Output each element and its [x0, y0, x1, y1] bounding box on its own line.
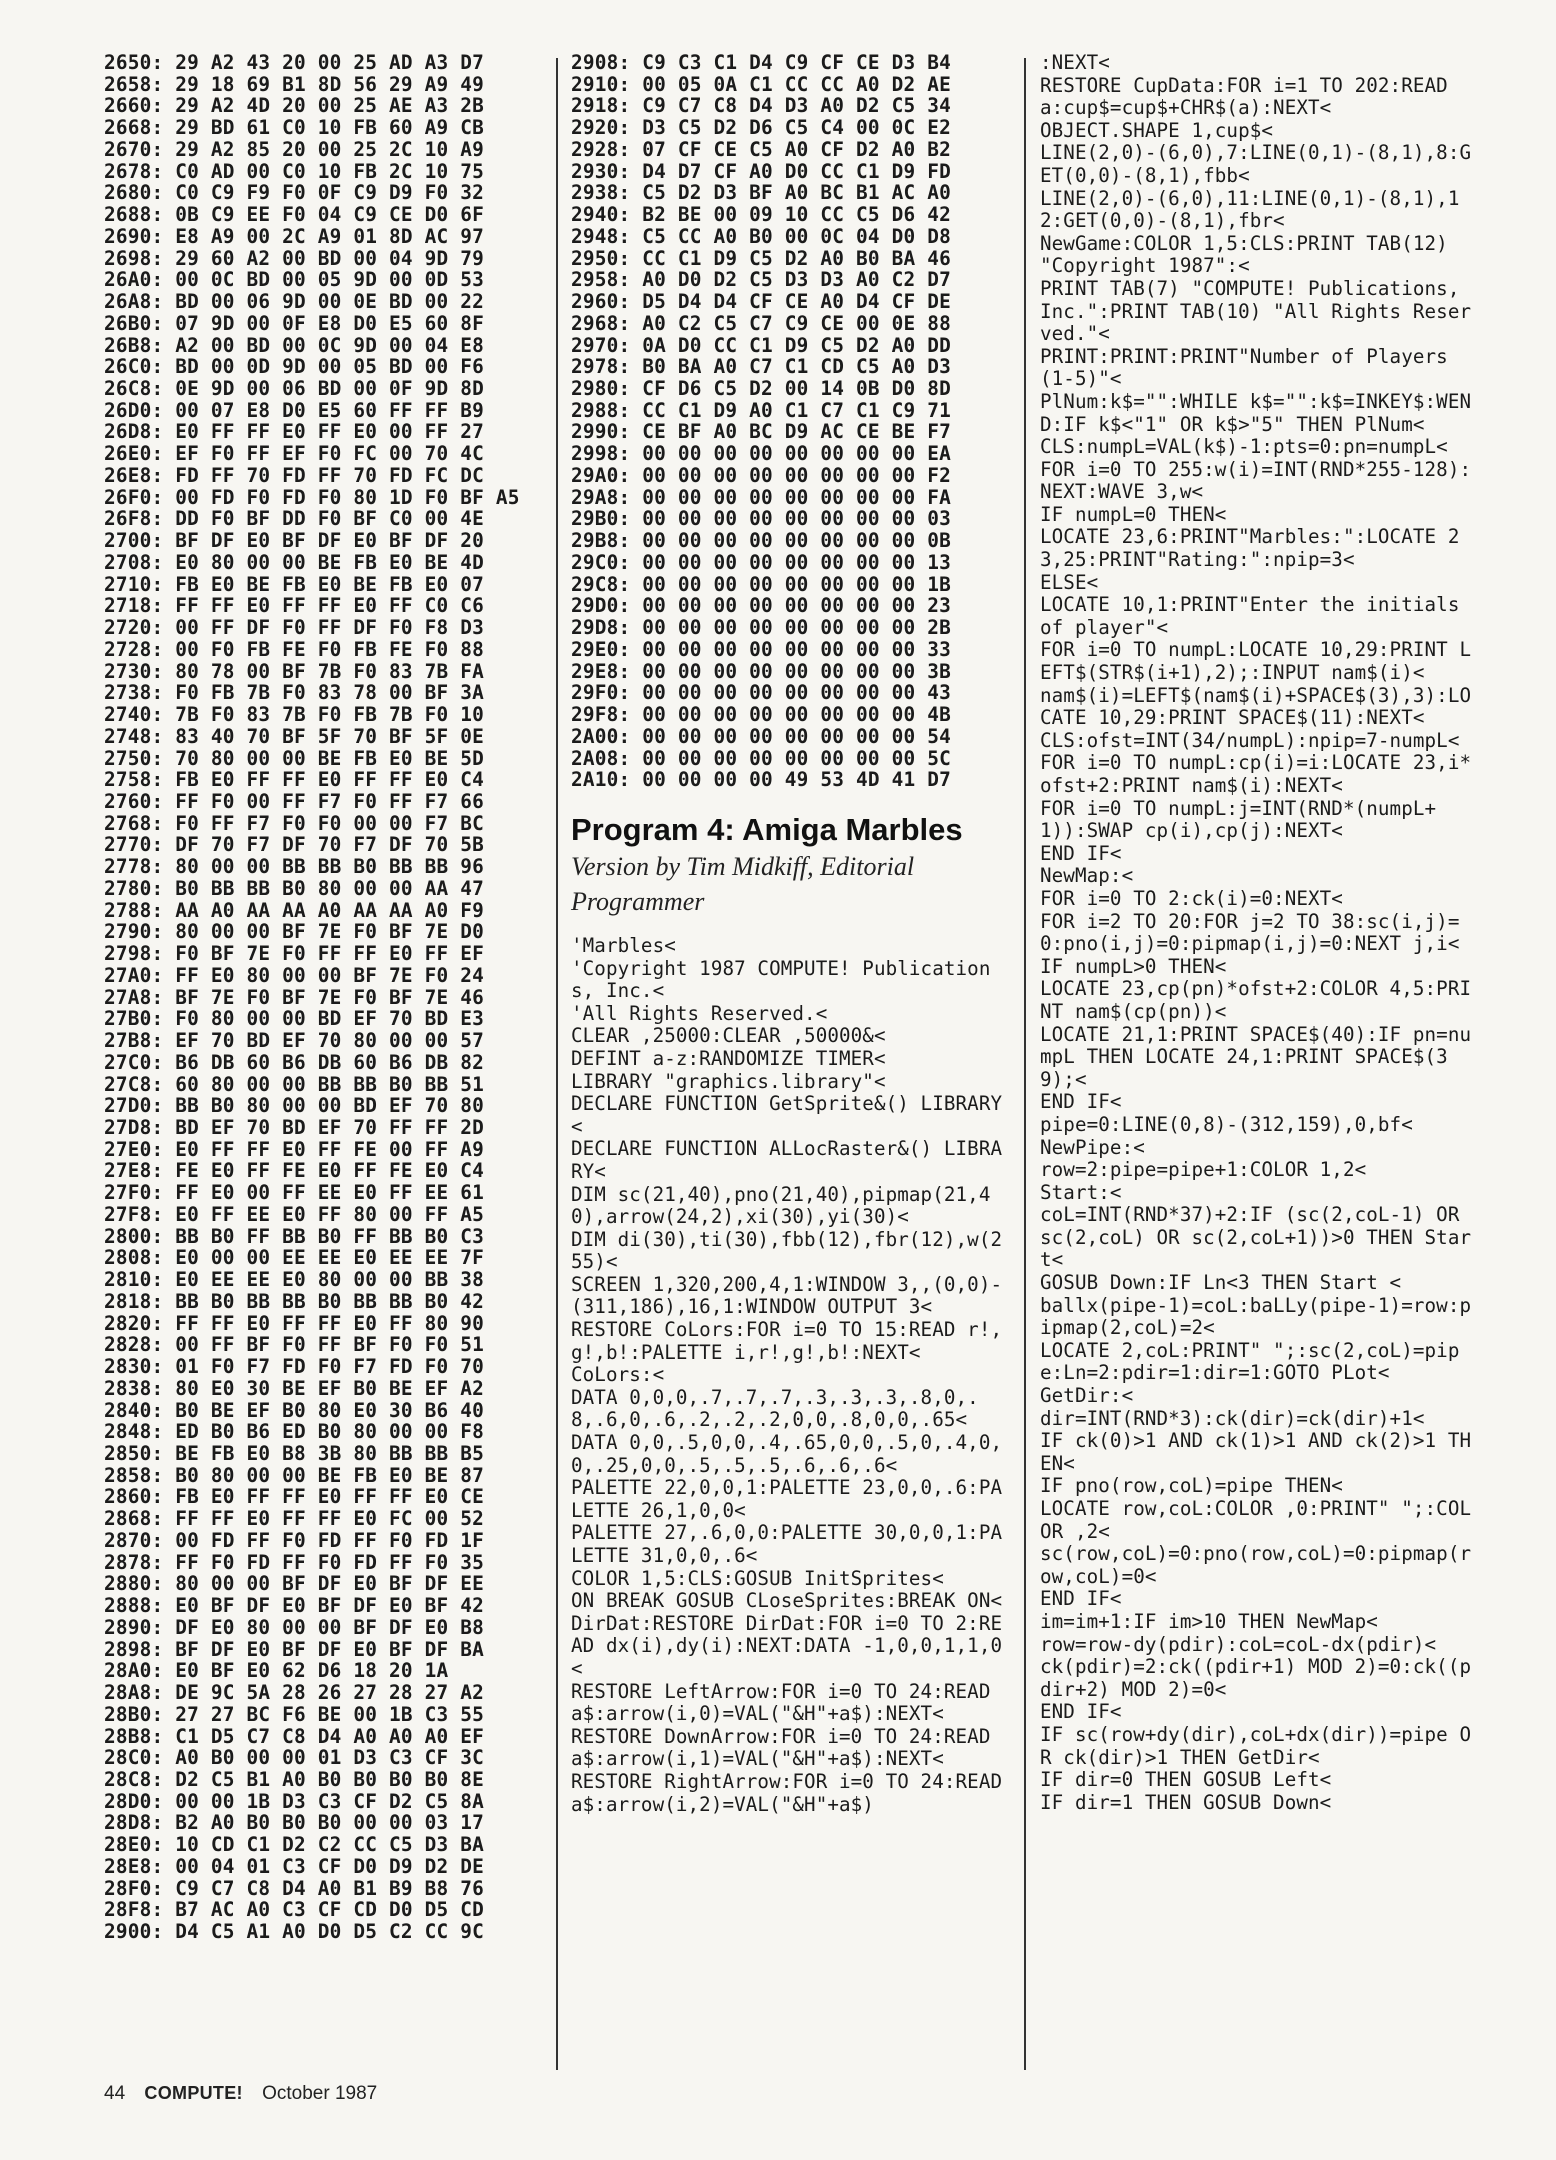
hex-line: 27C8: 60 80 00 00 BB BB B0 BB 51: [104, 1072, 484, 1096]
code-line: :NEXT<: [1040, 51, 1110, 74]
code-line: sc(row,coL)=0:pno(row,coL)=0:pipmap(row,coL)=0<: [1040, 1542, 1472, 1588]
hex-line: 29E0: 00 00 00 00 00 00 00 00 33: [571, 637, 951, 661]
hex-line: 2828: 00 FF BF F0 FF BF F0 F0 51: [104, 1333, 484, 1357]
hex-line: 27A8: BF 7E F0 BF 7E F0 BF 7E 46: [104, 985, 484, 1009]
hex-line: 2698: 29 60 A2 00 BD 00 04 9D 79: [104, 246, 484, 270]
code-line: PRINT TAB(7) "COMPUTE! Publications, Inc.":PRINT TAB(10) "All Rights Reserved."<: [1040, 276, 1472, 346]
hex-listing-1: [104, 52, 542, 1943]
code-line: LINE(2,0)-(6,0),7:LINE(0,1)-(8,1),8:GET(0,0)-(8,1),fbb<: [1040, 141, 1472, 187]
code-line: END IF<: [1040, 1700, 1122, 1724]
code-line: CoLors:<: [571, 1363, 665, 1387]
code-line: FOR i=0 TO 255:w(i)=INT(RND*255-128):NEXT:WAVE 3,w<: [1040, 457, 1472, 504]
hex-line: 2888: E0 BF DF E0 BF DF E0 BF 42: [104, 1594, 484, 1618]
code-line: DirDat:RESTORE DirDat:FOR i=0 TO 2:READ dx(i),dy(i):NEXT:DATA -1,0,0,1,1,0<: [571, 1611, 1003, 1680]
hex-line: 2988: CC C1 D9 A0 C1 C7 C1 C9 71: [571, 398, 951, 422]
hex-line: 28D8: B2 A0 B0 B0 B0 00 00 03 17: [104, 1811, 484, 1835]
hex-line: 27C0: B6 DB 60 B6 DB 60 B6 DB 82: [104, 1050, 484, 1074]
hex-line: 26F0: 00 FD F0 FD F0 80 1D F0 BF A5: [104, 485, 520, 509]
column-divider-right: [1024, 58, 1026, 2070]
hex-line: 29E8: 00 00 00 00 00 00 00 00 3B: [571, 659, 951, 683]
code-line: LOCATE 10,1:PRINT"Enter the initials of player"<: [1040, 593, 1472, 639]
code-line: nam$(i)=LEFT$(nam$(i)+SPACE$(3),3):LOCATE 10,29:PRINT SPACE$(11):NEXT<: [1040, 683, 1472, 730]
hex-line: 2948: C5 CC A0 B0 00 0C 04 D0 D8: [571, 224, 951, 248]
code-line: IF sc(row+dy(dir),coL+dx(dir))=pipe OR ck(dir)>1 THEN GetDir<: [1040, 1722, 1472, 1769]
hex-line: 2710: FB E0 BE FB E0 BE FB E0 07: [104, 572, 484, 596]
code-line: END IF<: [1040, 1090, 1122, 1114]
code-line: IF numpL=0 THEN<: [1040, 502, 1227, 526]
hex-line: 26A0: 00 0C BD 00 05 9D 00 0D 53: [104, 268, 484, 292]
program-byline: Version by Tim Midkiff, Editorial Programmer: [571, 851, 915, 916]
hex-line: 2858: B0 80 00 00 BE FB E0 BE 87: [104, 1463, 484, 1487]
code-line: 'All Rights Reserved.<: [571, 1001, 828, 1025]
hex-line: 28B8: C1 D5 C7 C8 D4 A0 A0 A0 EF: [104, 1724, 484, 1748]
code-line: NewPipe:<: [1040, 1135, 1145, 1159]
code-line: IF numpL>0 THEN<: [1040, 954, 1227, 978]
code-line: ON BREAK GOSUB CLoseSprites:BREAK ON<: [571, 1589, 1003, 1613]
code-line: IF pno(row,coL)=pipe THEN<: [1040, 1474, 1343, 1498]
code-line: END IF<: [1040, 841, 1122, 865]
hex-line: 2920: D3 C5 D2 D6 C5 C4 00 0C E2: [571, 116, 951, 140]
code-line: CLS:ofst=INT(34/numpL):npip=7-numpL<: [1040, 728, 1460, 752]
hex-line: 29D0: 00 00 00 00 00 00 00 00 23: [571, 594, 951, 618]
hex-line: 2960: D5 D4 D4 CF CE A0 D4 CF DE: [571, 290, 951, 314]
code-line: row=2:pipe=pipe+1:COLOR 1,2<: [1040, 1158, 1367, 1182]
hex-line: 2860: FB E0 FF FF E0 FF FF E0 CE: [104, 1485, 484, 1509]
code-line: LOCATE row,coL:COLOR ,0:PRINT" ";:COLOR ,2<: [1040, 1497, 1472, 1543]
hex-line: 2938: C5 D2 D3 BF A0 BC B1 AC A0: [571, 181, 951, 205]
hex-line: 2818: BB B0 BB BB B0 BB BB B0 42: [104, 1289, 484, 1313]
code-line: ELSE<: [1040, 570, 1099, 594]
hex-line: 2738: F0 FB 7B F0 83 78 00 BF 3A: [104, 681, 484, 705]
hex-line: 28A0: E0 BF E0 62 D6 18 20 1A: [104, 1659, 449, 1683]
code-line: LOCATE 21,1:PRINT SPACE$(40):IF pn=numpL THEN LOCATE 24,1:PRINT SPACE$(39);<: [1040, 1022, 1472, 1091]
code-line: dir=INT(RND*3):ck(dir)=ck(dir)+1<: [1040, 1406, 1425, 1430]
hex-line: 2A08: 00 00 00 00 00 00 00 00 5C: [571, 746, 951, 770]
hex-line: 29C8: 00 00 00 00 00 00 00 00 1B: [571, 572, 951, 596]
hex-line: 2790: 80 00 00 BF 7E F0 BF 7E D0: [104, 920, 484, 944]
hex-line: 28F8: B7 AC A0 C3 CF CD D0 D5 CD: [104, 1898, 484, 1922]
hex-line: 2970: 0A D0 CC C1 D9 C5 D2 A0 DD: [571, 333, 951, 357]
hex-line: 28B0: 27 27 BC F6 BE 00 1B C3 55: [104, 1702, 484, 1726]
code-line: RESTORE LeftArrow:FOR i=0 TO 24:READ a$:arrow(i,0)=VAL("&H"+a$):NEXT<: [571, 1679, 1003, 1726]
hex-line: 28E8: 00 04 01 C3 CF D0 D9 D2 DE: [104, 1854, 484, 1878]
hex-line: 2A00: 00 00 00 00 00 00 00 00 54: [571, 724, 951, 748]
code-line: GetDir:<: [1040, 1384, 1134, 1408]
hex-line: 2810: E0 EE EE E0 80 00 00 BB 38: [104, 1268, 484, 1292]
code-line: PlNum:k$="":WHILE k$="":k$=INKEY$:WEND:IF k$<"1" OR k$>"5" THEN PlNum<: [1040, 389, 1472, 436]
hex-line: 2908: C9 C3 C1 D4 C9 CF CE D3 B4: [571, 51, 951, 74]
hex-line: 2878: FF F0 FD FF F0 FD FF F0 35: [104, 1550, 484, 1574]
code-line: NewMap:<: [1040, 864, 1134, 888]
hex-line: 2798: F0 BF 7E F0 FF FF E0 FF EF: [104, 942, 484, 966]
hex-line: 2840: B0 BE EF B0 80 E0 30 B6 40: [104, 1398, 484, 1422]
code-line: LINE(2,0)-(6,0),11:LINE(0,1)-(8,1),12:GET(0,0)-(8,1),fbr<: [1040, 186, 1460, 233]
hex-line: 2660: 29 A2 4D 20 00 25 AE A3 2B: [104, 94, 484, 118]
code-line: DATA 0,0,0,.7,.7,.7,.3,.3,.3,.8,0,.8,.6,0,.6,.2,.2,.2,0,0,.8,0,0,.65<: [571, 1385, 979, 1432]
code-line: 'Marbles<: [571, 933, 676, 957]
hex-line: 2880: 80 00 00 BF DF E0 BF DF EE: [104, 1572, 484, 1596]
code-line: FOR i=2 TO 20:FOR j=2 TO 38:sc(i,j)=0:pno(i,j)=0:pipmap(i,j)=0:NEXT j,i<: [1040, 909, 1460, 956]
hex-line: 2700: BF DF E0 BF DF E0 BF DF 20: [104, 529, 484, 553]
hex-line: 29D8: 00 00 00 00 00 00 00 00 2B: [571, 616, 951, 640]
hex-line: 26A8: BD 00 06 9D 00 0E BD 00 22: [104, 290, 484, 314]
hex-line: 27D8: BD EF 70 BD EF 70 FF FF 2D: [104, 1115, 484, 1139]
hex-line: 29A8: 00 00 00 00 00 00 00 00 FA: [571, 485, 951, 509]
hex-line: 28A8: DE 9C 5A 28 26 27 28 27 A2: [104, 1681, 484, 1705]
hex-line: 2A10: 00 00 00 00 49 53 4D 41 D7: [571, 768, 951, 792]
code-column-3: [1040, 52, 1478, 1814]
hex-line: 2890: DF E0 80 00 00 BF DF E0 B8: [104, 1615, 484, 1639]
hex-line: 2930: D4 D7 CF A0 D0 CC C1 D9 FD: [571, 159, 951, 183]
hex-line: 29B0: 00 00 00 00 00 00 00 00 03: [571, 507, 951, 531]
magazine-name: COMPUTE!: [144, 2083, 243, 2103]
hex-line: 2650: 29 A2 43 20 00 25 AD A3 D7: [104, 51, 484, 74]
code-line: LIBRARY "graphics.library"<: [571, 1069, 886, 1093]
code-line: PALETTE 22,0,0,1:PALETTE 23,0,0,.6:PALETTE 26,1,0,0<: [571, 1476, 1003, 1522]
hex-line: 2820: FF FF E0 FF FF E0 FF 80 90: [104, 1311, 484, 1335]
hex-line: 2720: 00 FF DF F0 FF DF F0 F8 D3: [104, 616, 484, 640]
hex-line: 2900: D4 C5 A1 A0 D0 D5 C2 CC 9C: [104, 1920, 484, 1944]
hex-line: 2658: 29 18 69 B1 8D 56 29 A9 49: [104, 72, 484, 96]
hex-line: 28D0: 00 00 1B D3 C3 CF D2 C5 8A: [104, 1789, 484, 1813]
page-number: 44: [104, 2083, 126, 2104]
code-line: RESTORE DownArrow:FOR i=0 TO 24:READ a$:arrow(i,1)=VAL("&H"+a$):NEXT<: [571, 1724, 1003, 1771]
hex-line: 27F8: E0 FF EE E0 FF 80 00 FF A5: [104, 1202, 484, 1226]
hex-line: 2950: CC C1 D9 C5 D2 A0 B0 BA 46: [571, 246, 951, 270]
hex-line: 27A0: FF E0 80 00 00 BF 7E F0 24: [104, 963, 484, 987]
hex-line: 2848: ED B0 B6 ED B0 80 00 00 F8: [104, 1420, 484, 1444]
basic-listing-2: [1040, 52, 1478, 1814]
code-line: RESTORE RightArrow:FOR i=0 TO 24:READ a$:arrow(i,2)=VAL("&H"+a$): [571, 1769, 1014, 1816]
code-line: OBJECT.SHAPE 1,cup$<: [1040, 118, 1274, 142]
code-line: CLEAR ,25000:CLEAR ,50000&<: [571, 1024, 886, 1048]
hex-line: 2998: 00 00 00 00 00 00 00 00 EA: [571, 442, 951, 466]
code-line: FOR i=0 TO numpL:j=INT(RND*(numpL+1)):SWAP cp(i),cp(j):NEXT<: [1040, 796, 1437, 843]
code-line: FOR i=0 TO numpL:cp(i)=i:LOCATE 23,i*ofst+2:PRINT nam$(i):NEXT<: [1040, 751, 1472, 797]
code-line: IF dir=1 THEN GOSUB Down<: [1040, 1790, 1332, 1814]
hex-line: 2850: BE FB E0 B8 3B 80 BB BB B5: [104, 1442, 484, 1465]
code-line: 'Copyright 1987 COMPUTE! Publications, Inc.<: [571, 956, 991, 1003]
code-line: SCREEN 1,320,200,4,1:WINDOW 3,,(0,0)-(311,186),16,1:WINDOW OUTPUT 3<: [571, 1272, 1003, 1319]
code-line: RESTORE CoLors:FOR i=0 TO 15:READ r!,g!,b!:PALETTE i,r!,g!,b!:NEXT<: [571, 1318, 1003, 1364]
code-line: NewGame:COLOR 1,5:CLS:PRINT TAB(12) "Copyright 1987":<: [1040, 231, 1460, 278]
hex-line: 2668: 29 BD 61 C0 10 FB 60 A9 CB: [104, 116, 484, 140]
code-line: row=row-dy(pdir):coL=coL-dx(pdir)<: [1040, 1632, 1437, 1656]
hex-line: 2918: C9 C7 C8 D4 D3 A0 D2 C5 34: [571, 94, 951, 118]
hex-line: 26E8: FD FF 70 FD FF 70 FD FC DC: [104, 463, 484, 487]
code-line: IF ck(0)>1 AND ck(1)>1 AND ck(2)>1 THEN<: [1040, 1429, 1472, 1475]
hex-line: 27E0: E0 FF FF E0 FF FE 00 FF A9: [104, 1137, 484, 1161]
hex-line: 29B8: 00 00 00 00 00 00 00 00 0B: [571, 529, 951, 553]
column-divider-left: [556, 58, 558, 2070]
page-footer: [104, 2083, 391, 2105]
hex-line: 2780: B0 BB BB B0 80 00 00 AA 47: [104, 876, 484, 900]
hex-line: 28F0: C9 C7 C8 D4 A0 B1 B9 B8 76: [104, 1876, 484, 1900]
hex-line: 2800: BB B0 FF BB B0 FF BB B0 C3: [104, 1224, 484, 1248]
hex-line: 26D8: E0 FF FF E0 FF E0 00 FF 27: [104, 420, 484, 444]
hex-line: 2830: 01 F0 F7 FD F0 F7 FD F0 70: [104, 1355, 484, 1379]
hex-line: 2728: 00 F0 FB FE F0 FB FE F0 88: [104, 637, 484, 661]
code-line: CLS:numpL=VAL(k$)-1:pts=0:pn=numpL<: [1040, 435, 1448, 459]
hex-line: 2670: 29 A2 85 20 00 25 2C 10 A9: [104, 137, 484, 161]
hex-line: 2740: 7B F0 83 7B F0 FB 7B F0 10: [104, 703, 484, 727]
hex-line: 26C0: BD 00 0D 9D 00 05 BD 00 F6: [104, 355, 484, 379]
hex-line: 2838: 80 E0 30 BE EF B0 BE EF A2: [104, 1376, 484, 1400]
hex-line: 2748: 83 40 70 BF 5F 70 BF 5F 0E: [104, 724, 484, 748]
hex-line: 2808: E0 00 00 EE EE E0 EE EE 7F: [104, 1246, 484, 1270]
hex-line: 2898: BF DF E0 BF DF E0 BF DF BA: [104, 1637, 484, 1661]
hex-line: 26E0: EF F0 FF EF F0 FC 00 70 4C: [104, 442, 484, 466]
hex-line: 29F0: 00 00 00 00 00 00 00 00 43: [571, 681, 951, 705]
hex-line: 2708: E0 80 00 00 BE FB E0 BE 4D: [104, 550, 484, 574]
hex-line: 2770: DF 70 F7 DF 70 F7 DF 70 5B: [104, 833, 484, 857]
hex-line: 2968: A0 C2 C5 C7 C9 CE 00 0E 88: [571, 311, 951, 335]
hex-line: 2928: 07 CF CE C5 A0 CF D2 A0 B2: [571, 137, 951, 161]
hex-line: 2718: FF FF E0 FF FF E0 FF C0 C6: [104, 594, 484, 618]
code-line: LOCATE 2,coL:PRINT" ";:sc(2,coL)=pipe:Ln=2:pdir=1:dir=1:GOTO PLot<: [1040, 1338, 1460, 1385]
hex-line: 2958: A0 D0 D2 C5 D3 D3 A0 C2 D7: [571, 268, 951, 292]
code-line: ck(pdir)=2:ck((pdir+1) MOD 2)=0:ck((pdir+2) MOD 2)=0<: [1040, 1655, 1472, 1701]
hex-column-1: [104, 52, 542, 1943]
hex-line: 2910: 00 05 0A C1 CC CC A0 D2 AE: [571, 72, 951, 96]
hex-line: 27F0: FF E0 00 FF EE E0 FF EE 61: [104, 1181, 484, 1205]
code-line: LOCATE 23,cp(pn)*ofst+2:COLOR 4,5:PRINT nam$(cp(pn))<: [1040, 977, 1472, 1023]
hex-line: 2868: FF FF E0 FF FF E0 FC 00 52: [104, 1507, 484, 1531]
code-line: DECLARE FUNCTION GetSprite&() LIBRARY<: [571, 1092, 1003, 1138]
code-line: DEFINT a-z:RANDOMIZE TIMER<: [571, 1046, 886, 1070]
hex-line: 2688: 0B C9 EE F0 04 C9 CE D0 6F: [104, 203, 484, 227]
code-line: IF dir=0 THEN GOSUB Left<: [1040, 1768, 1332, 1792]
hex-line: 2990: CE BF A0 BC D9 AC CE BE F7: [571, 420, 951, 444]
code-line: PRINT:PRINT:PRINT"Number of Players (1-5)"<: [1040, 344, 1460, 391]
code-line: FOR i=0 TO numpL:LOCATE 10,29:PRINT LEFT$(STR$(i+1),2);:INPUT nam$(i)<: [1040, 638, 1472, 685]
hex-line: 2690: E8 A9 00 2C A9 01 8D AC 97: [104, 224, 484, 248]
code-line: GOSUB Down:IF Ln<3 THEN Start <: [1040, 1271, 1402, 1295]
hex-line: 26B8: A2 00 BD 00 0C 9D 00 04 E8: [104, 333, 484, 357]
code-line: END IF<: [1040, 1587, 1122, 1611]
hex-line: 28E0: 10 CD C1 D2 C2 CC C5 D3 BA: [104, 1833, 484, 1857]
hex-line: 27B8: EF 70 BD EF 70 80 00 00 57: [104, 1029, 484, 1053]
hex-line: 2940: B2 BE 00 09 10 CC C5 D6 42: [571, 203, 951, 227]
hex-line: 27B0: F0 80 00 00 BD EF 70 BD E3: [104, 1007, 484, 1031]
code-line: DATA 0,0,.5,0,0,.4,.65,0,0,.5,0,.4,0,0,.25,0,0,.5,.5,.5,.6,.6,.6<: [571, 1431, 1003, 1477]
code-line: ballx(pipe-1)=coL:baLLy(pipe-1)=row:pipmap(2,coL)=2<: [1040, 1293, 1472, 1340]
code-line: DIM sc(21,40),pno(21,40),pipmap(21,40),arrow(24,2),xi(30),yi(30)<: [571, 1182, 991, 1229]
hex-line: 29A0: 00 00 00 00 00 00 00 00 F2: [571, 463, 951, 487]
hex-line: 2778: 80 00 00 BB BB B0 BB BB 96: [104, 855, 484, 879]
code-line: FOR i=0 TO 2:ck(i)=0:NEXT<: [1040, 886, 1343, 910]
code-line: DECLARE FUNCTION ALLocRaster&() LIBRARY<: [571, 1137, 1003, 1183]
hex-line: 26B0: 07 9D 00 0F E8 D0 E5 60 8F: [104, 311, 484, 335]
hex-line: 27D0: BB B0 80 00 00 BD EF 70 80: [104, 1094, 484, 1118]
hex-line: 2680: C0 C9 F9 F0 0F C9 D9 F0 32: [104, 181, 484, 205]
code-line: Start:<: [1040, 1180, 1122, 1204]
code-line: im=im+1:IF im>10 THEN NewMap<: [1040, 1609, 1378, 1633]
hex-line: 26C8: 0E 9D 00 06 BD 00 0F 9D 8D: [104, 377, 484, 401]
hex-line: 2758: FB E0 FF FF E0 FF FF E0 C4: [104, 768, 484, 792]
basic-listing-1: [571, 933, 1014, 1816]
hex-line: 2768: F0 FF F7 F0 F0 00 00 F7 BC: [104, 811, 484, 835]
code-line: LOCATE 23,6:PRINT"Marbles:":LOCATE 23,25:PRINT"Rating:":npip=3<: [1040, 525, 1460, 572]
hex-listing-2: [571, 52, 1009, 791]
code-line: COLOR 1,5:CLS:GOSUB InitSprites<: [571, 1566, 944, 1590]
code-line: DIM di(30),ti(30),fbb(12),fbr(12),w(255)<: [571, 1227, 1003, 1274]
hex-line: 26D0: 00 07 E8 D0 E5 60 FF FF B9: [104, 398, 484, 422]
code-line: pipe=0:LINE(0,8)-(312,159),0,bf<: [1040, 1112, 1413, 1136]
code-line: RESTORE CupData:FOR i=1 TO 202:READ a:cup$=cup$+CHR$(a):NEXT<: [1040, 73, 1460, 120]
hex-line: 2870: 00 FD FF F0 FD FF F0 FD 1F: [104, 1528, 484, 1552]
hex-line: 26F8: DD F0 BF DD F0 BF C0 00 4E: [104, 507, 484, 531]
code-line: coL=INT(RND*37)+2:IF (sc(2,coL-1) OR sc(2,coL) OR sc(2,coL+1))>0 THEN Start<: [1040, 1203, 1472, 1272]
hex-line: 2750: 70 80 00 00 BE FB E0 BE 5D: [104, 746, 484, 770]
hex-line: 28C8: D2 C5 B1 A0 B0 B0 B0 B0 8E: [104, 1768, 484, 1792]
hex-line: 29F8: 00 00 00 00 00 00 00 00 4B: [571, 703, 951, 727]
hex-line: 27E8: FE E0 FF FE E0 FF FE E0 C4: [104, 1159, 484, 1183]
hex-line: 2730: 80 78 00 BF 7B F0 83 7B FA: [104, 659, 484, 683]
hex-line: 28C0: A0 B0 00 00 01 D3 C3 CF 3C: [104, 1746, 484, 1770]
hex-line: 2788: AA A0 AA AA A0 AA AA A0 F9: [104, 898, 484, 922]
code-line: PALETTE 27,.6,0,0:PALETTE 30,0,0,1:PALETTE 31,0,0,.6<: [571, 1521, 1003, 1567]
middle-column: [571, 51, 1014, 1816]
hex-line: 2980: CF D6 C5 D2 00 14 0B D0 8D: [571, 377, 951, 401]
hex-line: 29C0: 00 00 00 00 00 00 00 00 13: [571, 550, 951, 574]
hex-line: 2978: B0 BA A0 C7 C1 CD C5 A0 D3: [571, 355, 951, 379]
hex-line: 2678: C0 AD 00 C0 10 FB 2C 10 75: [104, 159, 484, 183]
issue-date: October 1987: [262, 2083, 378, 2104]
program-title: Program 4: Amiga Marbles: [571, 811, 963, 847]
hex-line: 2760: FF F0 00 FF F7 F0 FF F7 66: [104, 789, 484, 813]
